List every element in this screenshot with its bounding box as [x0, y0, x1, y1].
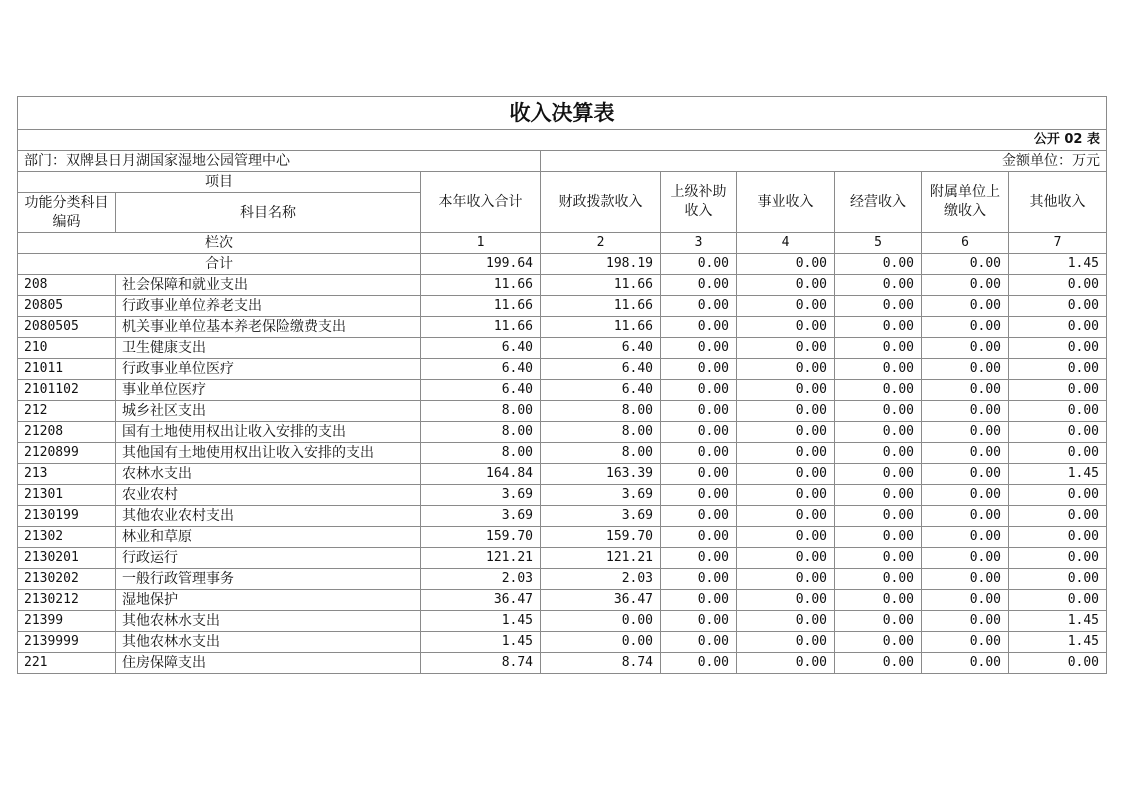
amount-cell: 0.00 [835, 548, 922, 569]
amount-cell: 0.00 [835, 443, 922, 464]
subject-code-cell: 2130201 [18, 548, 116, 569]
amount-cell: 6.40 [421, 359, 541, 380]
amount-cell: 0.00 [737, 569, 835, 590]
amount-cell: 36.47 [421, 590, 541, 611]
amount-cell: 0.00 [1009, 296, 1107, 317]
amount-cell: 0.00 [661, 506, 737, 527]
form-code: 公开 02 表 [18, 130, 1107, 151]
amount-cell: 0.00 [1009, 422, 1107, 443]
amount-cell: 0.00 [661, 485, 737, 506]
subject-name-cell: 其他农林水支出 [116, 611, 421, 632]
amount-cell: 0.00 [922, 422, 1009, 443]
amount-cell: 0.00 [835, 380, 922, 401]
amount-cell: 8.00 [541, 401, 661, 422]
amount-cell: 8.00 [541, 443, 661, 464]
amount-cell: 0.00 [661, 653, 737, 674]
amount-cell: 0.00 [922, 527, 1009, 548]
index-row-label: 栏次 [18, 233, 421, 254]
department-label: 部门：双牌县日月湖国家湿地公园管理中心 [18, 151, 541, 172]
amount-cell: 3.69 [421, 506, 541, 527]
amount-cell: 0.00 [737, 338, 835, 359]
amount-cell: 6.40 [541, 380, 661, 401]
amount-cell: 0.00 [661, 317, 737, 338]
amount-cell: 1.45 [1009, 611, 1107, 632]
amount-cell: 36.47 [541, 590, 661, 611]
amount-cell: 0.00 [922, 590, 1009, 611]
amount-cell: 0.00 [835, 653, 922, 674]
amount-cell: 0.00 [661, 401, 737, 422]
amount-cell: 0.00 [661, 422, 737, 443]
subject-code-cell: 21208 [18, 422, 116, 443]
amount-cell: 0.00 [1009, 653, 1107, 674]
table-row [18, 296, 1107, 317]
subject-name-cell: 其他国有土地使用权出让收入安排的支出 [116, 443, 421, 464]
table-row [18, 485, 1107, 506]
subject-code-cell: 2080505 [18, 317, 116, 338]
table-row [18, 422, 1107, 443]
amount-cell: 0.00 [922, 464, 1009, 485]
amount-cell: 159.70 [541, 527, 661, 548]
total-value-cell: 1.45 [1009, 254, 1107, 275]
subject-name-cell: 其他农林水支出 [116, 632, 421, 653]
table-row [18, 359, 1107, 380]
amount-cell: 8.00 [421, 422, 541, 443]
table-row [18, 380, 1107, 401]
subject-name-cell: 住房保障支出 [116, 653, 421, 674]
total-row [18, 254, 1107, 275]
item-group-header: 项目 [18, 172, 421, 193]
amount-cell: 8.00 [421, 401, 541, 422]
subject-name-cell: 湿地保护 [116, 590, 421, 611]
amount-cell: 0.00 [835, 338, 922, 359]
amount-cell: 0.00 [922, 632, 1009, 653]
amount-cell: 0.00 [737, 275, 835, 296]
amount-cell: 0.00 [922, 317, 1009, 338]
amount-cell: 0.00 [541, 611, 661, 632]
subject-name-cell: 农林水支出 [116, 464, 421, 485]
index-cell: 3 [661, 233, 737, 254]
table-row [18, 338, 1107, 359]
amount-cell: 0.00 [835, 401, 922, 422]
amount-cell: 0.00 [661, 338, 737, 359]
amount-cell: 0.00 [661, 548, 737, 569]
subject-name-cell: 其他农业农村支出 [116, 506, 421, 527]
amount-cell: 163.39 [541, 464, 661, 485]
amount-cell: 0.00 [922, 569, 1009, 590]
amount-cell: 164.84 [421, 464, 541, 485]
subject-name-cell: 国有土地使用权出让收入安排的支出 [116, 422, 421, 443]
amount-cell: 11.66 [541, 275, 661, 296]
amount-cell: 0.00 [835, 611, 922, 632]
subject-name-cell: 行政事业单位养老支出 [116, 296, 421, 317]
amount-cell: 0.00 [922, 506, 1009, 527]
amount-cell: 0.00 [737, 464, 835, 485]
subject-name-cell: 社会保障和就业支出 [116, 275, 421, 296]
index-cell: 7 [1009, 233, 1107, 254]
subject-code-cell: 2130199 [18, 506, 116, 527]
amount-cell: 0.00 [1009, 569, 1107, 590]
col-header-other-income: 其他收入 [1009, 172, 1107, 233]
subject-name-cell: 行政事业单位医疗 [116, 359, 421, 380]
amount-cell: 0.00 [922, 338, 1009, 359]
total-value-cell: 199.64 [421, 254, 541, 275]
amount-cell: 0.00 [835, 485, 922, 506]
amount-cell: 0.00 [737, 443, 835, 464]
amount-cell: 8.00 [541, 422, 661, 443]
amount-cell: 3.69 [541, 506, 661, 527]
subject-code-cell: 2101102 [18, 380, 116, 401]
subject-code-cell: 208 [18, 275, 116, 296]
amount-cell: 0.00 [737, 401, 835, 422]
table-row [18, 611, 1107, 632]
amount-cell: 0.00 [661, 569, 737, 590]
table-row [18, 443, 1107, 464]
table-row [18, 569, 1107, 590]
amount-cell: 0.00 [835, 359, 922, 380]
amount-cell: 0.00 [922, 443, 1009, 464]
amount-cell: 11.66 [541, 317, 661, 338]
amount-cell: 2.03 [541, 569, 661, 590]
amount-cell: 121.21 [541, 548, 661, 569]
amount-cell: 1.45 [421, 611, 541, 632]
amount-cell: 0.00 [922, 296, 1009, 317]
table-row [18, 548, 1107, 569]
amount-cell: 0.00 [835, 506, 922, 527]
amount-cell: 0.00 [835, 422, 922, 443]
amount-cell: 8.74 [421, 653, 541, 674]
index-cell: 6 [922, 233, 1009, 254]
col-header-superior-subsidy: 上级补助收入 [661, 172, 737, 233]
total-value-cell: 0.00 [737, 254, 835, 275]
amount-cell: 0.00 [737, 506, 835, 527]
table-row [18, 401, 1107, 422]
amount-cell: 0.00 [737, 296, 835, 317]
amount-cell: 0.00 [737, 485, 835, 506]
subject-code-cell: 20805 [18, 296, 116, 317]
amount-cell: 3.69 [541, 485, 661, 506]
amount-cell: 0.00 [661, 380, 737, 401]
amount-cell: 0.00 [835, 296, 922, 317]
amount-cell: 2.03 [421, 569, 541, 590]
amount-cell: 0.00 [541, 632, 661, 653]
subject-code-cell: 210 [18, 338, 116, 359]
amount-cell: 11.66 [421, 317, 541, 338]
amount-cell: 11.66 [421, 275, 541, 296]
amount-cell: 0.00 [1009, 485, 1107, 506]
table-row [18, 506, 1107, 527]
amount-cell: 6.40 [421, 338, 541, 359]
amount-cell: 0.00 [922, 548, 1009, 569]
subject-code-cell: 2139999 [18, 632, 116, 653]
subject-code-cell: 221 [18, 653, 116, 674]
amount-cell: 0.00 [737, 590, 835, 611]
amount-cell: 0.00 [835, 590, 922, 611]
amount-cell: 0.00 [1009, 275, 1107, 296]
amount-cell: 3.69 [421, 485, 541, 506]
amount-cell: 0.00 [922, 275, 1009, 296]
index-cell: 2 [541, 233, 661, 254]
amount-cell: 0.00 [922, 611, 1009, 632]
col-header-operating-income: 经营收入 [835, 172, 922, 233]
amount-cell: 1.45 [1009, 464, 1107, 485]
amount-cell: 0.00 [922, 485, 1009, 506]
table-row [18, 590, 1107, 611]
amount-cell: 0.00 [737, 527, 835, 548]
total-value-cell: 198.19 [541, 254, 661, 275]
subject-code-cell: 21399 [18, 611, 116, 632]
index-cell: 1 [421, 233, 541, 254]
amount-cell: 0.00 [835, 569, 922, 590]
amount-cell: 0.00 [922, 653, 1009, 674]
amount-cell: 0.00 [737, 632, 835, 653]
income-table [17, 96, 1107, 674]
col-header-affiliated-unit-income: 附属单位上缴收入 [922, 172, 1009, 233]
amount-unit-label: 金额单位：万元 [541, 151, 1107, 172]
col-header-fiscal-appropriation: 财政拨款收入 [541, 172, 661, 233]
amount-cell: 6.40 [541, 338, 661, 359]
amount-cell: 1.45 [421, 632, 541, 653]
subject-name-cell: 城乡社区支出 [116, 401, 421, 422]
amount-cell: 11.66 [541, 296, 661, 317]
subject-code-cell: 2120899 [18, 443, 116, 464]
amount-cell: 11.66 [421, 296, 541, 317]
amount-cell: 0.00 [737, 380, 835, 401]
amount-cell: 0.00 [661, 632, 737, 653]
amount-cell: 0.00 [922, 380, 1009, 401]
subject-name-cell: 机关事业单位基本养老保险缴费支出 [116, 317, 421, 338]
code-header: 功能分类科目编码 [18, 193, 116, 233]
amount-cell: 0.00 [1009, 359, 1107, 380]
subject-code-cell: 21302 [18, 527, 116, 548]
amount-cell: 0.00 [737, 653, 835, 674]
amount-cell: 1.45 [1009, 632, 1107, 653]
amount-cell: 0.00 [737, 359, 835, 380]
amount-cell: 0.00 [1009, 338, 1107, 359]
amount-cell: 0.00 [1009, 317, 1107, 338]
amount-cell: 0.00 [1009, 443, 1107, 464]
amount-cell: 6.40 [421, 380, 541, 401]
index-cell: 5 [835, 233, 922, 254]
amount-cell: 0.00 [661, 464, 737, 485]
subject-code-cell: 2130202 [18, 569, 116, 590]
table-row [18, 464, 1107, 485]
amount-cell: 0.00 [922, 359, 1009, 380]
income-final-account-report [17, 96, 1106, 674]
total-value-cell: 0.00 [661, 254, 737, 275]
amount-cell: 121.21 [421, 548, 541, 569]
page-title: 收入决算表 [18, 97, 1107, 130]
subject-code-cell: 21301 [18, 485, 116, 506]
amount-cell: 0.00 [1009, 401, 1107, 422]
amount-cell: 0.00 [1009, 527, 1107, 548]
amount-cell: 0.00 [737, 422, 835, 443]
amount-cell: 0.00 [1009, 506, 1107, 527]
amount-cell: 0.00 [661, 443, 737, 464]
col-header-total-income: 本年收入合计 [421, 172, 541, 233]
subject-code-cell: 212 [18, 401, 116, 422]
amount-cell: 0.00 [737, 611, 835, 632]
amount-cell: 0.00 [835, 632, 922, 653]
subject-name-cell: 一般行政管理事务 [116, 569, 421, 590]
subject-name-cell: 卫生健康支出 [116, 338, 421, 359]
amount-cell: 6.40 [541, 359, 661, 380]
subject-code-cell: 2130212 [18, 590, 116, 611]
table-row [18, 275, 1107, 296]
table-row [18, 527, 1107, 548]
amount-cell: 0.00 [661, 611, 737, 632]
amount-cell: 0.00 [922, 401, 1009, 422]
amount-cell: 0.00 [661, 527, 737, 548]
index-row [18, 233, 1107, 254]
amount-cell: 8.00 [421, 443, 541, 464]
amount-cell: 0.00 [835, 275, 922, 296]
amount-cell: 0.00 [661, 296, 737, 317]
amount-cell: 8.74 [541, 653, 661, 674]
subject-name-cell: 农业农村 [116, 485, 421, 506]
subject-code-cell: 21011 [18, 359, 116, 380]
amount-cell: 0.00 [661, 359, 737, 380]
amount-cell: 0.00 [661, 590, 737, 611]
subject-name-cell: 林业和草原 [116, 527, 421, 548]
table-row [18, 653, 1107, 674]
total-value-cell: 0.00 [835, 254, 922, 275]
table-row [18, 317, 1107, 338]
amount-cell: 0.00 [737, 548, 835, 569]
amount-cell: 0.00 [1009, 380, 1107, 401]
amount-cell: 0.00 [1009, 590, 1107, 611]
total-row-label: 合计 [18, 254, 421, 275]
index-cell: 4 [737, 233, 835, 254]
amount-cell: 0.00 [835, 317, 922, 338]
total-value-cell: 0.00 [922, 254, 1009, 275]
amount-cell: 0.00 [835, 464, 922, 485]
subject-name-cell: 事业单位医疗 [116, 380, 421, 401]
table-row [18, 632, 1107, 653]
name-header: 科目名称 [116, 193, 421, 233]
subject-code-cell: 213 [18, 464, 116, 485]
subject-name-cell: 行政运行 [116, 548, 421, 569]
amount-cell: 159.70 [421, 527, 541, 548]
col-header-business-income: 事业收入 [737, 172, 835, 233]
amount-cell: 0.00 [1009, 548, 1107, 569]
amount-cell: 0.00 [835, 527, 922, 548]
amount-cell: 0.00 [737, 317, 835, 338]
amount-cell: 0.00 [661, 275, 737, 296]
